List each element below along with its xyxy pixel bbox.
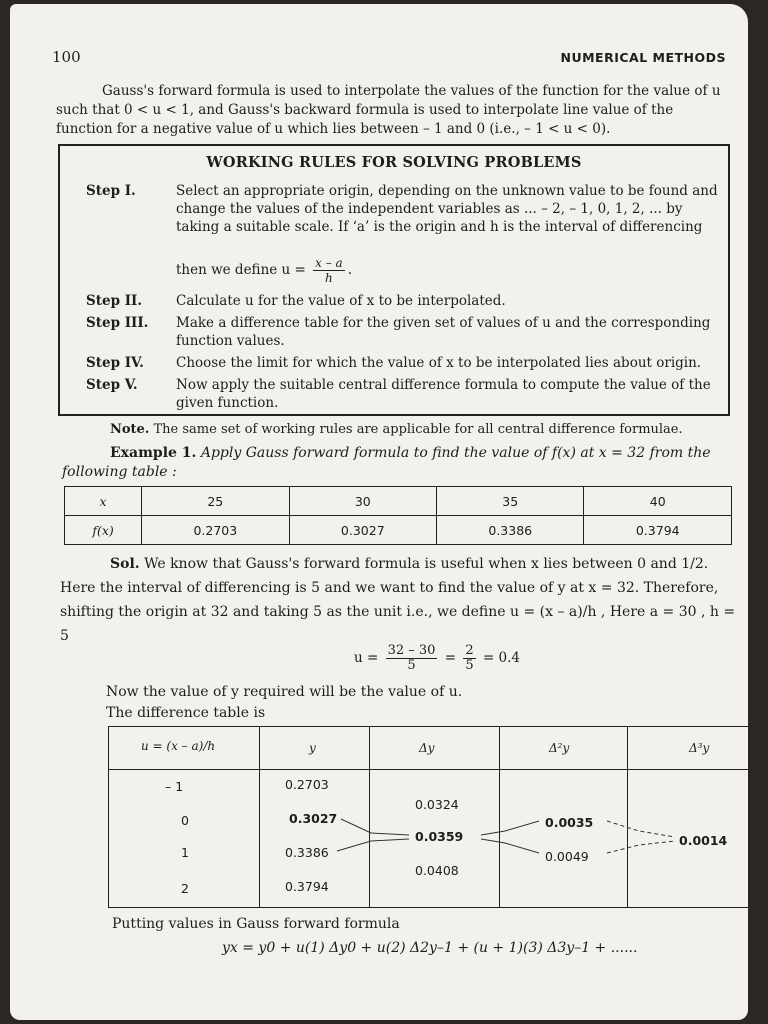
step-text: Choose the limit for which the value of x to be interpolated lies about origin. <box>176 355 702 371</box>
header-d3y: Δ³y <box>689 741 710 755</box>
after-line-1: Now the value of y required will be the value of u. <box>106 684 463 700</box>
solution-continuation <box>106 682 462 724</box>
dy-value: 0.0408 <box>415 863 459 878</box>
note-label: Note. <box>110 422 150 437</box>
table-cell: f(x) <box>65 516 142 545</box>
book-page <box>10 4 748 1020</box>
solution-line-1: We know that Gauss's forward formula is useful when x lies between 0 and 1/2. <box>144 556 709 572</box>
step-text: Calculate u for the value of x to be interpolated. <box>176 293 506 309</box>
working-rules-title: WORKING RULES FOR SOLVING PROBLEMS <box>206 154 582 171</box>
example-text: Apply Gauss forward formula to find the value of f(x) at x = 32 from the following table : <box>62 445 711 480</box>
u-definition-prefix: then we define u = <box>176 262 306 278</box>
page-number: 100 <box>52 48 81 66</box>
y-value: 0.3027 <box>289 811 338 826</box>
d2y-value: 0.0035 <box>545 815 594 830</box>
u-computation <box>354 644 520 673</box>
y-value: 0.3794 <box>285 879 329 894</box>
fraction-denominator: 5 <box>407 658 416 673</box>
y-value: 0.3386 <box>285 845 329 860</box>
fraction-numerator: 32 – 30 <box>387 643 436 658</box>
u-result: = 0.4 <box>482 650 521 666</box>
u-definition-fraction <box>313 256 345 285</box>
fraction-numerator: x – a <box>315 256 343 270</box>
step-label: Step I. <box>86 183 136 199</box>
header-dy: Δy <box>419 741 435 755</box>
y-value: 0.2703 <box>285 777 329 792</box>
fraction-denominator: h <box>325 271 333 285</box>
u-definition: then we define u = $\frac{x - a}{h}$ . <box>176 256 352 285</box>
gauss-path-lines <box>109 727 749 907</box>
data-table <box>64 486 732 545</box>
intro-paragraph <box>56 82 728 139</box>
after-line-2: The difference table is <box>106 705 266 721</box>
u-value: 1 <box>181 845 189 860</box>
step-text: Select an appropriate origin, depending on the unknown value to be found and change the values of the independent variables as ... – 2, – 1, 0, 1, 2, ... by taking a suitable scale. If ‘a’ is the origin and h is the interval of differencing <box>176 183 718 235</box>
step-text: Make a difference table for the given set of values of u and the corresponding function values. <box>176 315 711 349</box>
step-label: Step IV. <box>86 355 144 371</box>
solution <box>60 552 736 648</box>
example-label: Example 1. <box>110 445 197 461</box>
step-text: Now apply the suitable central difference formula to compute the value of the given function. <box>176 377 711 411</box>
header-y: y <box>309 741 316 755</box>
u-value: – 1 <box>165 779 184 794</box>
equals-sign: = <box>444 650 457 666</box>
table-cell: 0.3386 <box>437 516 584 545</box>
closing-text: Putting values in Gauss forward formula <box>112 916 400 932</box>
u-fraction-2 <box>463 644 475 673</box>
intro-text: Gauss's forward formula is used to interpolate the values of the function for the value of u such that 0 < u < 1, and Gauss's backward formula is used to interpolate line value of the function for a negative value of u which lies between – 1 and 0 (i.e., – 1 < u < 0). <box>56 83 721 137</box>
header-d2y: Δ²y <box>549 741 570 755</box>
table-cell: 25 <box>142 487 289 516</box>
step-label: Step V. <box>86 377 138 393</box>
table-cell: x <box>65 487 142 516</box>
step-label: Step III. <box>86 315 149 331</box>
note <box>110 422 683 437</box>
u-value: 2 <box>181 881 189 896</box>
solution-line-2: Here the interval of differencing is 5 and we want to find the value of y at x = 32. Therefore, <box>60 580 719 596</box>
u-fraction-1 <box>386 644 438 673</box>
note-text: The same set of working rules are applicable for all central difference formulae. <box>153 422 683 437</box>
table-cell: 0.3027 <box>289 516 436 545</box>
fraction-numerator: 2 <box>465 643 474 658</box>
table-row <box>65 516 732 545</box>
d3y-value: 0.0014 <box>679 833 728 848</box>
table-cell: 0.3794 <box>584 516 732 545</box>
running-header: NUMERICAL METHODS <box>560 50 726 65</box>
table-cell: 40 <box>584 487 732 516</box>
working-rules-box <box>58 144 730 416</box>
gauss-forward-formula: yx = y0 + u(1) Δy0 + u(2) Δ2y–1 + (u + 1)(3) Δ3y–1 + ...... <box>222 940 638 956</box>
table-cell: 30 <box>289 487 436 516</box>
step-1 <box>86 182 726 242</box>
fraction-denominator: 5 <box>465 658 474 673</box>
u-value: 0 <box>181 813 189 828</box>
difference-table <box>108 726 750 908</box>
dy-value: 0.0324 <box>415 797 459 812</box>
example-1 <box>62 444 730 482</box>
table-row <box>65 487 732 516</box>
header-u: u = (x – a)/h <box>141 739 216 753</box>
u-lhs: u = <box>354 650 379 666</box>
d2y-value: 0.0049 <box>545 849 589 864</box>
dy-value: 0.0359 <box>415 829 464 844</box>
solution-label: Sol. <box>110 556 140 572</box>
solution-line-3: shifting the origin at 32 and taking 5 as the unit i.e., we define u = (x – a)/h , Here a = 30 , h = 5 <box>60 604 736 644</box>
step-label: Step II. <box>86 293 143 309</box>
table-cell: 0.2703 <box>142 516 289 545</box>
table-cell: 35 <box>437 487 584 516</box>
